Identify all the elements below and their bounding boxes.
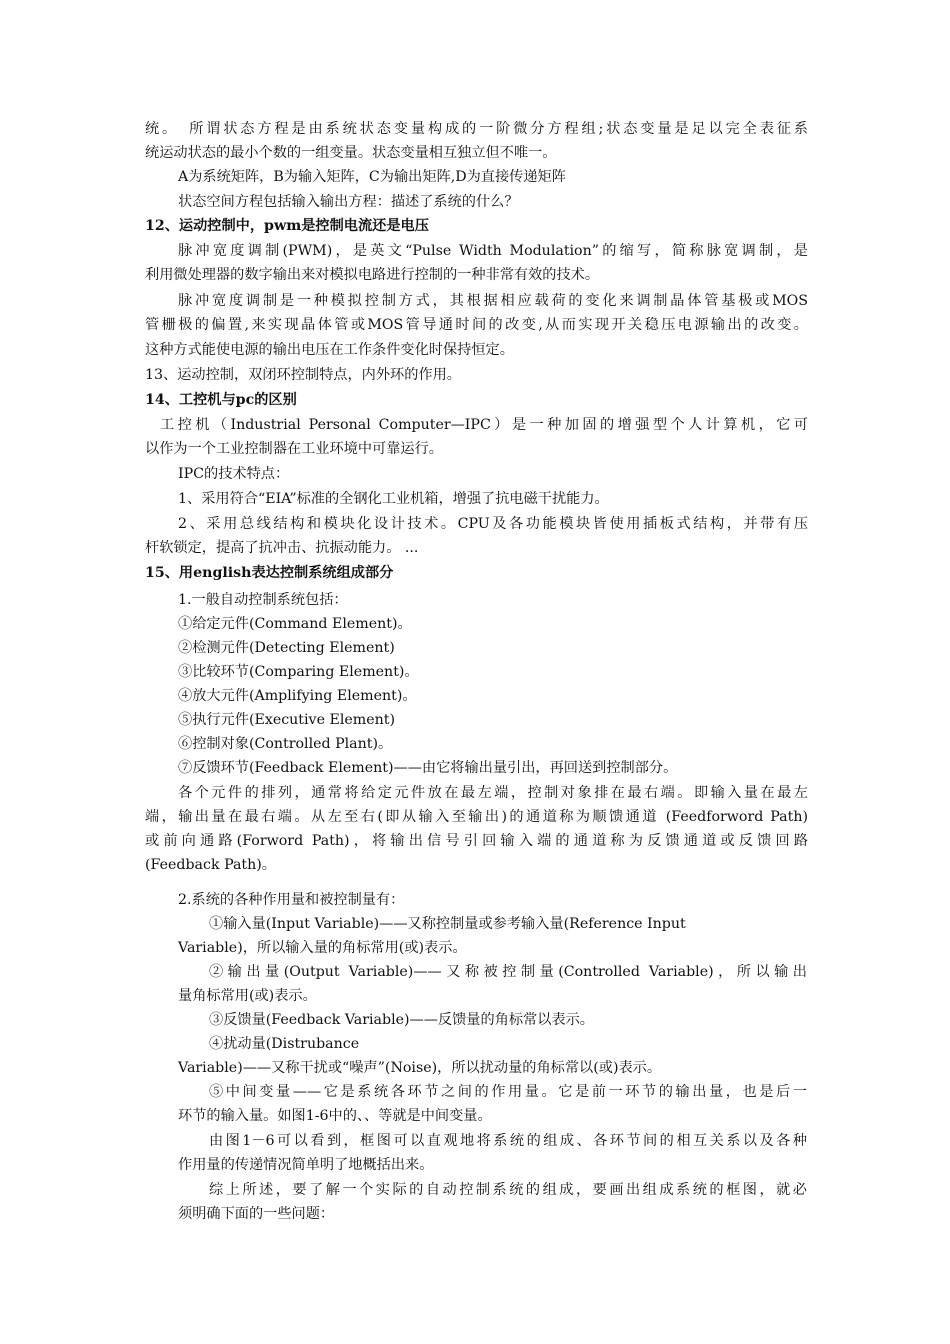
- section-heading-12: 12、运动控制中，pwm是控制电流还是电压: [145, 218, 429, 234]
- list-item: ⑦反馈环节(Feedback Element)——由它将输出量引出，再回送到控制部分。: [178, 760, 678, 776]
- text-line: 或前向通路(Forword Path)，将输出信号引回输入端的通道称为反馈通道或反馈回路: [145, 833, 808, 849]
- list-item: ④扰动量(Distrubance: [209, 1036, 360, 1052]
- text-line: 量角标常用(或)表示。: [178, 988, 317, 1004]
- list-item: ②输出量(Output Variable)——又称被控制量(Controlled Variable)，所以输出: [209, 964, 807, 980]
- text-line: A为系统矩阵，B为输入矩阵，C为输出矩阵,D为直接传递矩阵: [178, 169, 566, 185]
- text-line: 2、采用总线结构和模块化设计技术。CPU及各功能模块皆使用插板式结构，并带有压: [178, 516, 808, 532]
- text-line: 统运动状态的最小个数的一组变量。状态变量相互独立但不唯一。: [145, 145, 557, 161]
- text-line: 各个元件的排列，通常将给定元件放在最左端，控制对象排在最右端。即输入量在最左: [178, 785, 808, 801]
- text-line: 综上所述，要了解一个实际的自动控制系统的组成，要画出组成系统的框图，就必: [209, 1182, 807, 1198]
- text-line: Variable)，所以输入量的角标常用(或)表示。: [178, 940, 467, 956]
- list-item: ②检测元件(Detecting Element): [178, 640, 395, 656]
- section-heading-14: 14、工控机与pc的区别: [145, 392, 297, 408]
- text-line: 管栅极的偏置,来实现晶体管或MOS管导通时间的改变,从而实现开关稳压电源输出的改变。: [145, 317, 808, 333]
- text-line: 杆软锁定，提高了抗冲击、抗振动能力。 ...: [145, 540, 419, 556]
- text-line: Variable)——又称干扰或“噪声”(Noise)，所以扰动量的角标常以(或)表示。: [178, 1060, 662, 1076]
- text-line: 1、采用符合“EIA”标准的全钢化工业机箱，增强了抗电磁干扰能力。: [178, 491, 609, 507]
- text-line: 统。 所谓状态方程是由系统状态变量构成的一阶微分方程组;状态变量是足以完全表征系: [145, 121, 808, 137]
- list-item: ⑤中间变量——它是系统各环节之间的作用量。它是前一环节的输出量，也是后一: [209, 1084, 807, 1100]
- list-item: ④放大元件(Amplifying Element)。: [178, 688, 417, 704]
- text-line: 工控机（Industrial Personal Computer—IPC）是一种加固的增强型个人计算机，它可: [160, 417, 808, 433]
- text-line: 这种方式能使电源的输出电压在工作条件变化时保持恒定。: [145, 342, 514, 358]
- section-heading-15: 15、用english表达控制系统组成部分: [145, 565, 394, 581]
- text-line: 1.一般自动控制系统包括：: [178, 592, 348, 608]
- text-line: 须明确下面的一些问题：: [178, 1206, 335, 1222]
- list-item: ③比较环节(Comparing Element)。: [178, 664, 419, 680]
- text-line: 脉冲宽度调制(PWM)，是英文“Pulse Width Modulation”的缩写，简称脉宽调制，是: [178, 243, 808, 259]
- text-line: 利用微处理器的数字输出来对模拟电路进行控制的一种非常有效的技术。: [145, 267, 600, 283]
- text-line: 由图1－6可以看到，框图可以直观地将系统的组成、各环节间的相互关系以及各种: [209, 1133, 807, 1149]
- text-line: IPC的技术特点：: [178, 466, 290, 482]
- text-line: 环节的输入量。如图1-6中的、、等就是中间变量。: [178, 1108, 492, 1124]
- text-line: (Feedback Path)。: [145, 857, 276, 873]
- text-line: 作用量的传递情况简单明了地概括出来。: [178, 1157, 434, 1173]
- text-line: 2.系统的各种作用量和被控制量有：: [178, 892, 405, 908]
- text-line: 端，输出量在最右端。从左至右(即从输入至输出)的通道称为顺馈通道 (Feedforword Path): [145, 809, 808, 825]
- list-item: ⑥控制对象(Controlled Plant)。: [178, 736, 393, 752]
- section-heading-13: 13、运动控制，双闭环控制特点，内外环的作用。: [145, 367, 461, 383]
- text-line: 脉冲宽度调制是一种模拟控制方式，其根据相应载荷的变化来调制晶体管基极或MOS: [178, 293, 808, 309]
- text-line: 以作为一个工业控制器在工业环境中可靠运行。: [145, 441, 443, 457]
- list-item: ①给定元件(Command Element)。: [178, 616, 412, 632]
- text-line: 状态空间方程包括输入输出方程：描述了系统的什么？: [178, 194, 519, 210]
- list-item: ⑤执行元件(Executive Element): [178, 712, 395, 728]
- list-item: ③反馈量(Feedback Variable)——反馈量的角标常以表示。: [209, 1012, 594, 1028]
- list-item: ①输入量(Input Variable)——又称控制量或参考输入量(Reference Input: [209, 916, 686, 932]
